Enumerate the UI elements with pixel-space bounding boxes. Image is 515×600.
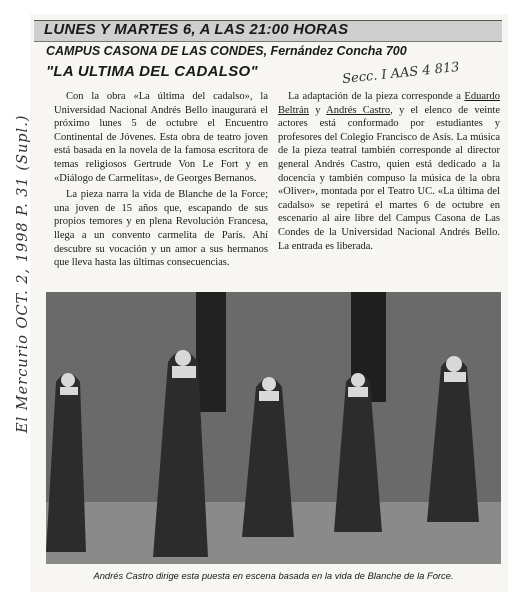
- paragraph-3: [278, 90, 500, 253]
- article-title: "LA ULTIMA DEL CADALSO": [46, 63, 258, 80]
- text-segment: y: [308, 104, 327, 116]
- paragraph-2: La pieza narra la vida de Blanche de la Force; una joven de 15 años que, escapando de sus propios temores y en plena Revolución Francesa, llega a un convento carmelita de París. Ahí descubre su vocación y un amor a sus hermanos que lleva hasta las últimas consecuencias.: [54, 189, 268, 269]
- handwritten-archive-note: Secc. I AAS 4 813: [341, 59, 461, 88]
- paragraph-1: Con la obra «La última del cadalso», la Universidad Nacional Andrés Bello inaugurará el próximo lunes 5 de octubre el Encuentro Continental de Jóvenes. Esta obra de teatro joven está basada en la novela de la famosa escritora de temas religiosos Gertrude Von Le Fort y en «Diálogo de Carmelitas», de Georges Bernanos.: [54, 91, 268, 184]
- underlined-name-beltran: Eduardo Beltrán: [278, 91, 500, 116]
- right-column: [278, 90, 500, 256]
- stage-photo: [46, 292, 501, 564]
- venue-subheading: CAMPUS CASONA DE LAS CONDES, Fernández Concha 700: [46, 44, 407, 58]
- photo-caption: Andrés Castro dirige esta puesta en escena basada en la vida de Blanche de la Force.: [93, 570, 454, 581]
- underlined-name-castro: Andrés Castro: [326, 104, 391, 116]
- text-segment: La adaptación de la pieza corresponde a: [288, 91, 465, 102]
- stage-photo-image: [46, 292, 501, 564]
- text-segment: , y el elenco de veinte actores está conformado por estudiantes y profesores del Colegio Francisco de Asís. La música de la pieza teatral también corresponde al director general Andrés Castro, quien está dedicado a la docencia y también compuso la música de la obra «Oliver», montada por el Teatro UC. «La última del cadalso» se repetirá el martes 6 de octubre en escenario al aire libre del Campus Casona de Las Condes de la Universidad Nacional Andrés Bello. La entrada es liberada.: [278, 104, 500, 252]
- handwritten-source-note: El Mercurio OCT. 2, 1998 P. 31 (Supl.): [15, 114, 31, 433]
- event-date-header: LUNES Y MARTES 6, A LAS 21:00 HORAS: [44, 21, 349, 38]
- left-column: [54, 90, 268, 273]
